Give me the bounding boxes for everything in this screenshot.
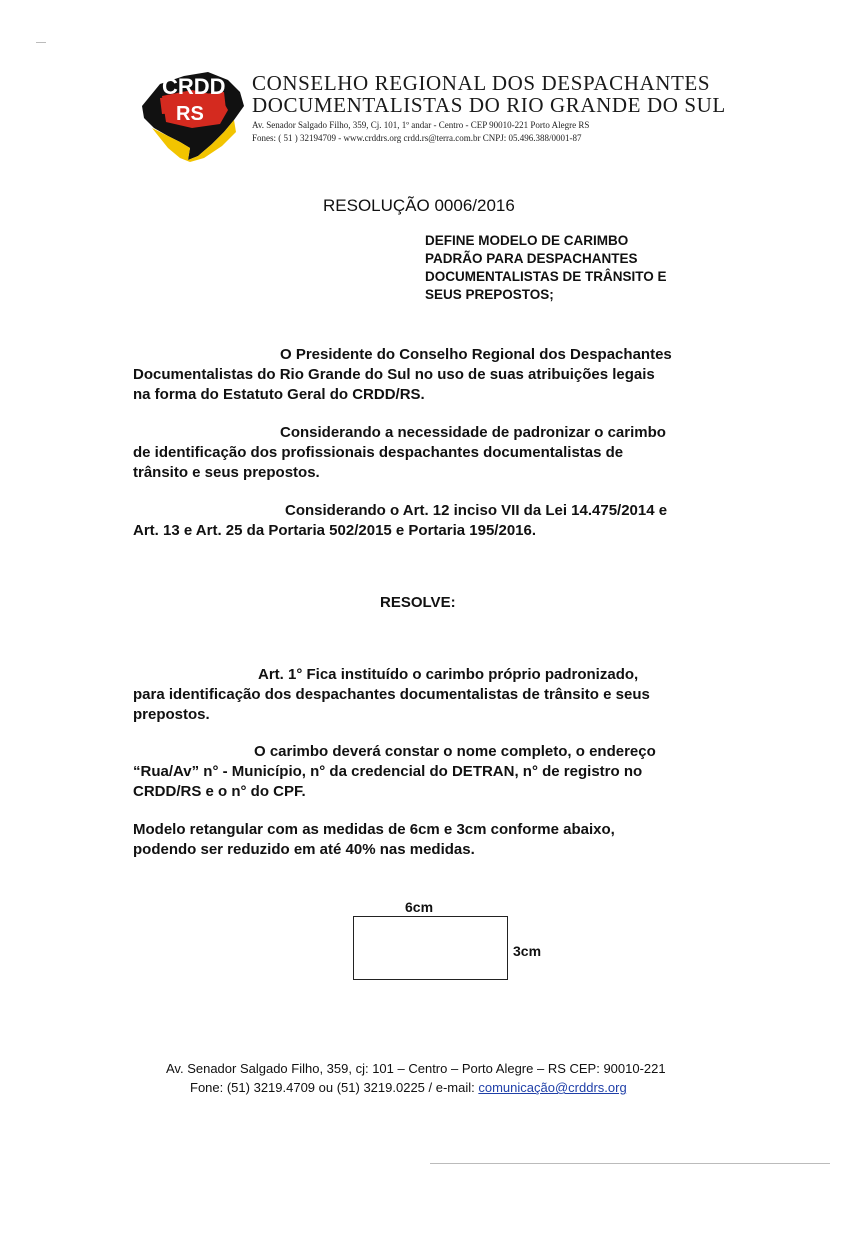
carimbo-line: CRDD/RS e o n° do CPF. — [133, 783, 306, 800]
carimbo-line: O carimbo deverá constar o nome completo, o endereço — [254, 743, 656, 760]
footer-contact — [190, 1080, 627, 1095]
ementa-line: DOCUMENTALISTAS DE TRÂNSITO E — [425, 269, 667, 284]
article-line: prepostos. — [133, 706, 210, 723]
intro-line: Documentalistas do Rio Grande do Sul no uso de suas atribuições legais — [133, 366, 655, 383]
intro-line: O Presidente do Conselho Regional dos Despachantes — [280, 346, 672, 363]
crdd-logo — [132, 62, 248, 162]
resolution-title: RESOLUÇÃO 0006/2016 — [323, 196, 515, 215]
considerando-1 — [133, 423, 713, 483]
carimbo-line: “Rua/Av” n° - Município, n° da credencial do DETRAN, n° de registro no — [133, 763, 643, 780]
modelo-line: podendo ser reduzido em até 40% nas medidas. — [133, 841, 475, 858]
considerando-line: trânsito e seus prepostos. — [133, 464, 320, 481]
intro-paragraph — [133, 345, 713, 405]
carimbo-paragraph — [133, 742, 713, 802]
modelo-line: Modelo retangular com as medidas de 6cm e 3cm conforme abaixo, — [133, 821, 615, 838]
logo-text-rs: RS — [176, 103, 204, 125]
footer-phone: Fone: (51) 3219.4709 ou (51) 3219.0225 / e-mail: — [190, 1080, 479, 1095]
intro-line: na forma do Estatuto Geral do CRDD/RS. — [133, 386, 425, 403]
article-1 — [133, 665, 713, 725]
ementa — [425, 232, 715, 304]
stamp-height-label: 3cm — [513, 943, 542, 959]
scan-artifact-line — [36, 42, 46, 43]
considerando-2 — [133, 501, 713, 541]
modelo-paragraph — [133, 820, 713, 860]
considerando-line: Considerando a necessidade de padronizar o carimbo — [280, 424, 666, 441]
ementa-line: SEUS PREPOSTOS; — [425, 287, 554, 302]
resolve-heading: RESOLVE: — [380, 594, 456, 611]
ementa-line: DEFINE MODELO DE CARIMBO — [425, 233, 629, 248]
considerando-line: Art. 13 e Art. 25 da Portaria 502/2015 e Portaria 195/2016. — [133, 522, 537, 539]
considerando-line: Considerando o Art. 12 inciso VII da Lei 14.475/2014 e — [285, 502, 668, 519]
article-line: para identificação dos despachantes documentalistas de trânsito e seus — [133, 686, 650, 703]
scan-artifact-line — [430, 1163, 830, 1164]
ementa-line: PADRÃO PARA DESPACHANTES — [425, 251, 638, 266]
stamp-model-box — [353, 916, 508, 980]
org-name-line1: CONSELHO REGIONAL DOS DESPACHANTES — [252, 71, 711, 95]
article-line: Art. 1° Fica instituído o carimbo próprio padronizado, — [258, 666, 639, 683]
considerando-line: de identificação dos profissionais despachantes documentalistas de — [133, 444, 624, 461]
footer-address: Av. Senador Salgado Filho, 359, cj: 101 – Centro – Porto Alegre – RS CEP: 90010-221 — [166, 1061, 666, 1076]
stamp-width-label: 6cm — [405, 899, 434, 915]
logo-text-crdd: CRDD — [162, 74, 226, 99]
org-contact: Fones: ( 51 ) 32194709 - www.crddrs.org crdd.rs@terra.com.br CNPJ: 05.496.388/0001-87 — [252, 133, 582, 143]
org-address: Av. Senador Salgado Filho, 359, Cj. 101, 1º andar - Centro - CEP 90010-221 Porto Alegre RS — [252, 120, 590, 130]
org-name-line2: DOCUMENTALISTAS DO RIO GRANDE DO SUL — [252, 93, 726, 117]
footer-email-link[interactable]: comunicação@crddrs.org — [478, 1080, 627, 1095]
